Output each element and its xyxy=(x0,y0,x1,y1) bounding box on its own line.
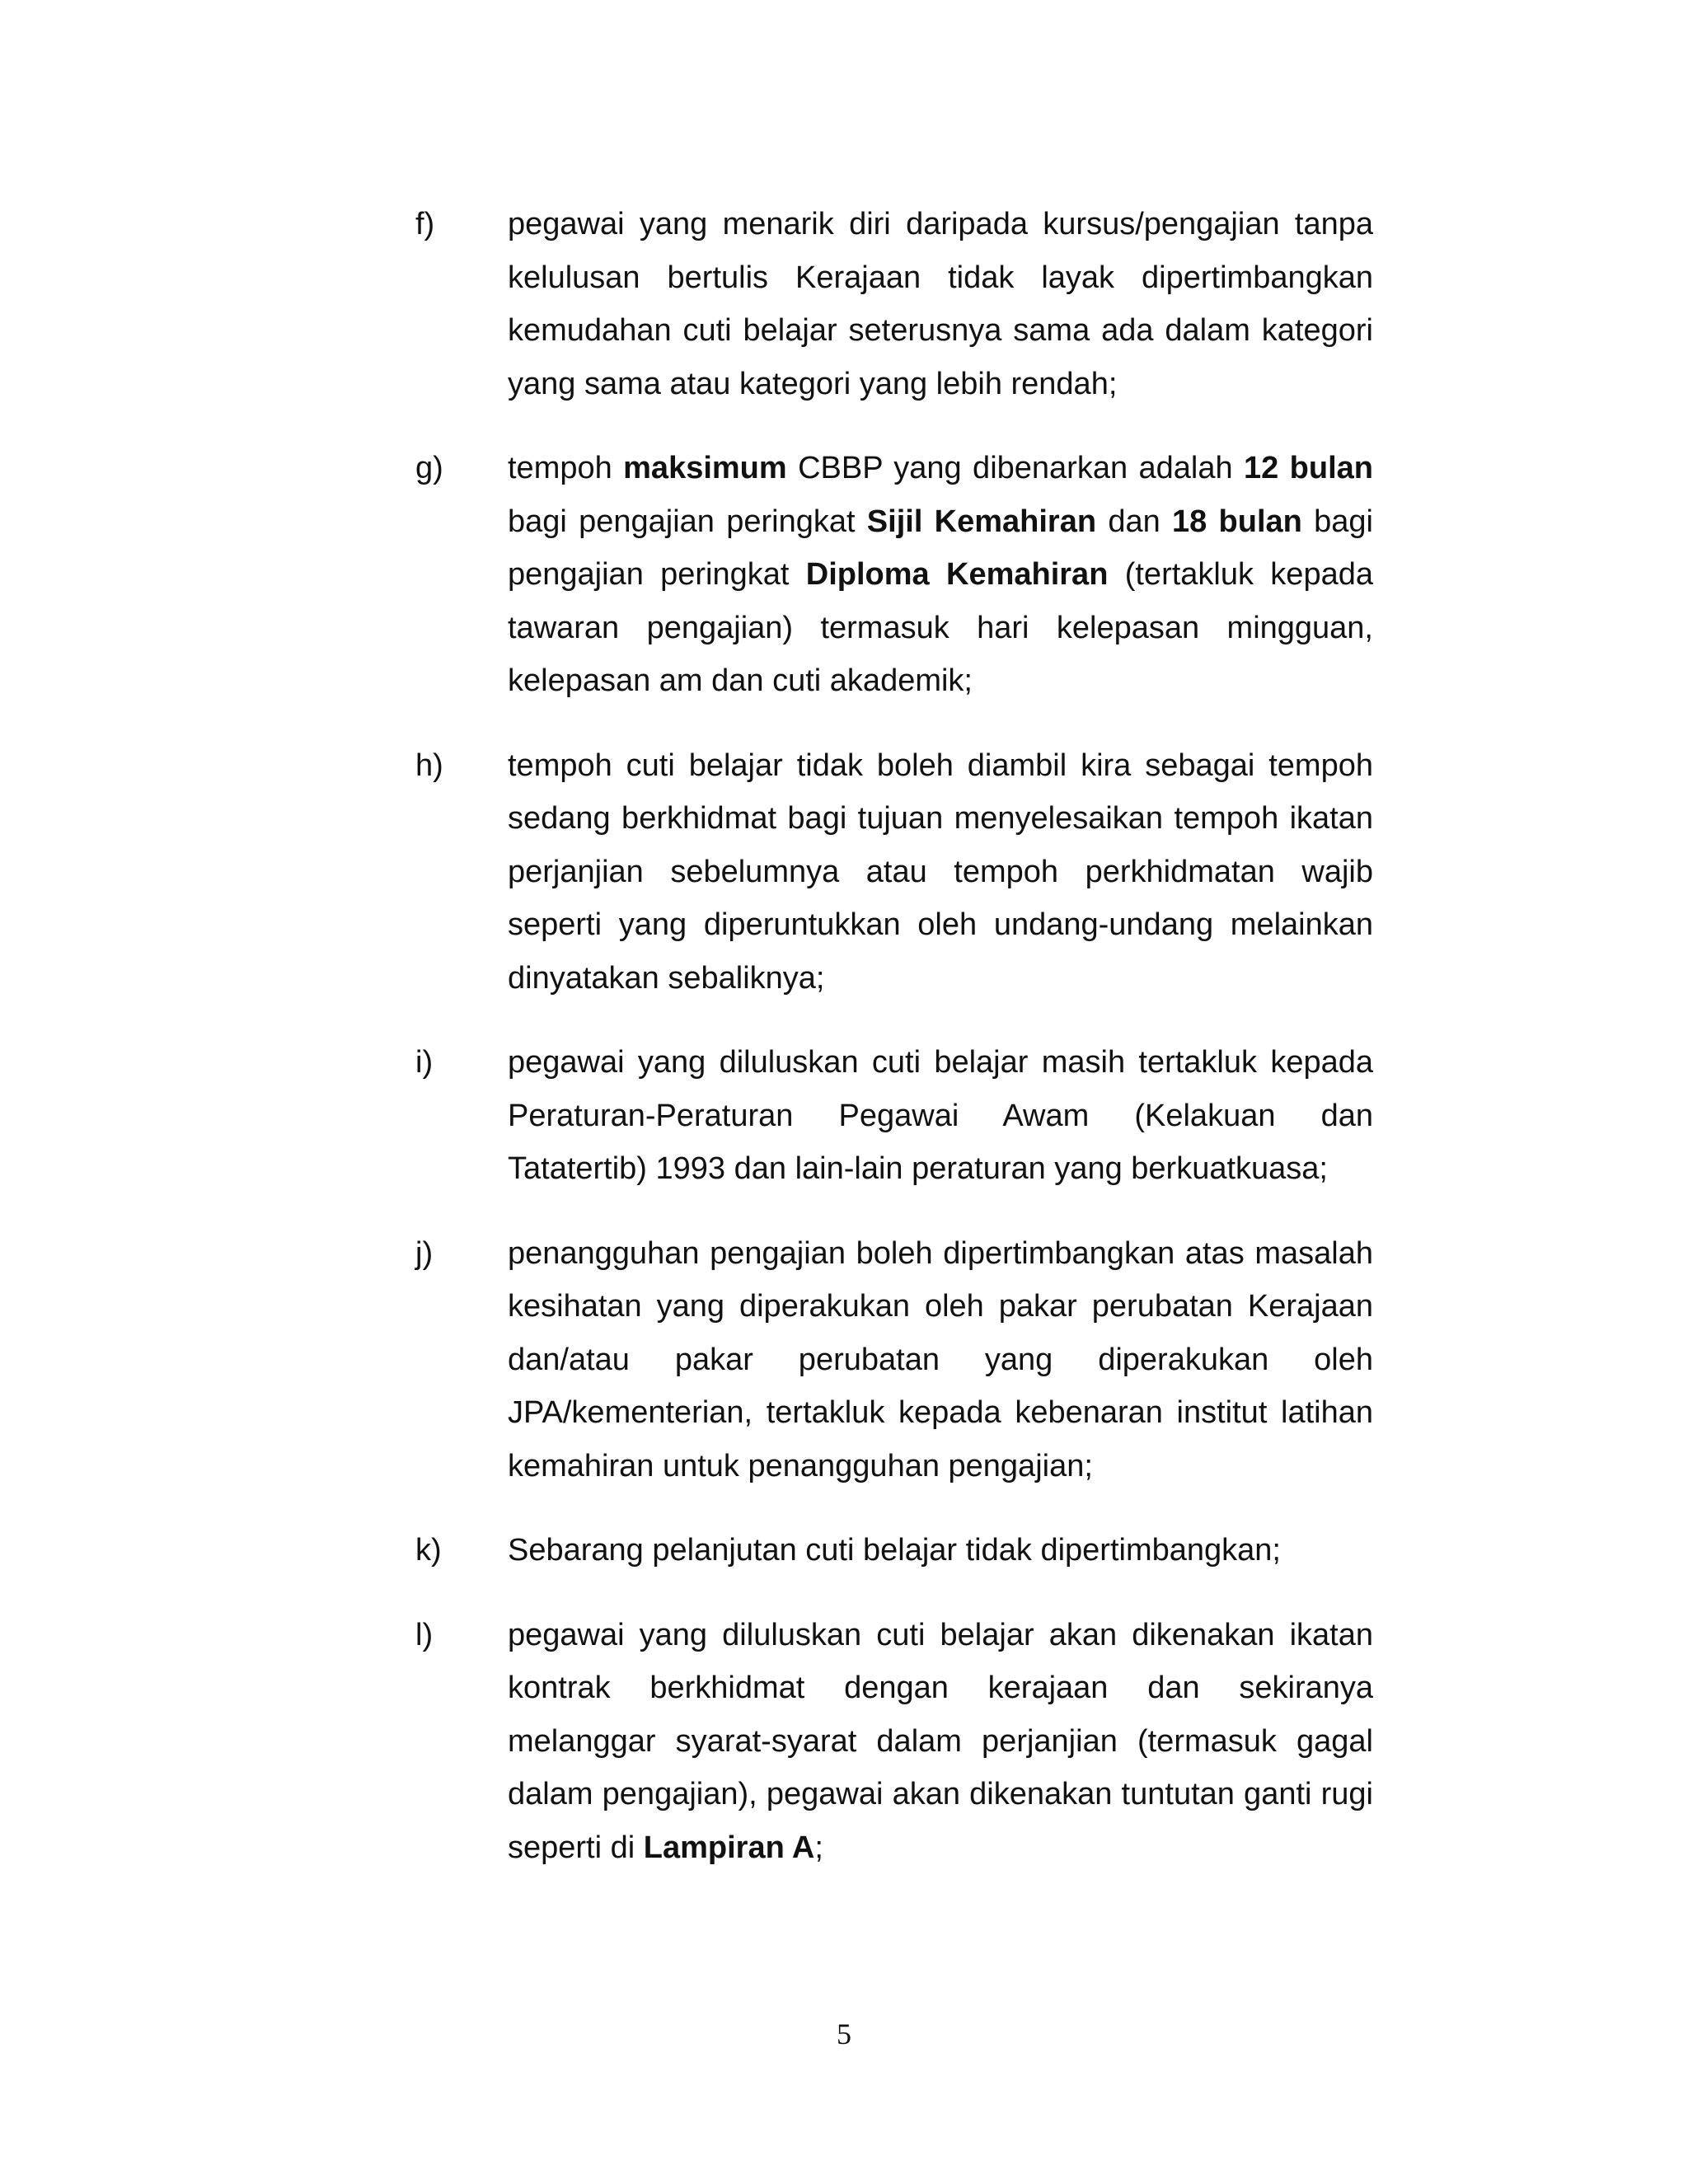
clause-text xyxy=(508,442,1373,708)
clause-text-segment: (tertakluk kepada tawaran pengajian) termasuk hari kelepasan mingguan, kelepasan am dan cuti akademik; xyxy=(508,557,1373,698)
clause-text-bold: Diploma Kemahiran xyxy=(805,557,1109,592)
clause-text-segment: ; xyxy=(814,1830,823,1865)
clause-text-bold: 18 bulan xyxy=(1172,504,1302,539)
clause-text-bold: Sijil Kemahiran xyxy=(866,504,1097,539)
clause-text xyxy=(508,1036,1373,1196)
clause-text-segment: pegawai yang diluluskan cuti belajar akan dikenakan ikatan kontrak berkhidmat dengan kerajaan dan sekiranya melanggar syarat-syarat dalam perjanjian (termasuk gagal dalam pengajian), pegawai akan dikenakan tuntutan ganti rugi seperti di xyxy=(508,1617,1373,1865)
clause-text-segment: tempoh xyxy=(508,451,624,485)
clause-item xyxy=(415,198,1373,410)
clause-text xyxy=(508,1524,1373,1577)
clause-text xyxy=(508,1609,1373,1875)
page-number: 5 xyxy=(837,2018,851,2050)
clause-marker: i) xyxy=(415,1045,434,1080)
clause-text xyxy=(508,739,1373,1005)
clause-text-segment: CBBP yang dibenarkan adalah xyxy=(786,451,1244,485)
clause-item xyxy=(415,442,1373,708)
clause-text-segment: pegawai yang menarik diri daripada kursus/pengajian tanpa kelulusan bertulis Kerajaan tidak layak dipertimbangkan kemudahan cuti belajar seterusnya sama ada dalam kategori yang sama atau kategori yang lebih rendah; xyxy=(508,207,1373,401)
clause-marker: k) xyxy=(415,1533,442,1568)
clause-marker: g) xyxy=(415,451,443,485)
clause-item xyxy=(415,1524,1373,1577)
clause-marker: f) xyxy=(415,207,435,241)
clause-item xyxy=(415,1036,1373,1196)
clause-text-bold: 12 bulan xyxy=(1244,451,1373,485)
clause-text-segment: penangguhan pengajian boleh dipertimbangkan atas masalah kesihatan yang diperakukan oleh pakar perubatan Kerajaan dan/atau pakar perubatan yang diperakukan oleh JPA/kementerian, tertakluk kepada kebenaran institut latihan kemahiran untuk penangguhan pengajian; xyxy=(508,1235,1373,1483)
clause-marker: j) xyxy=(415,1235,434,1271)
clause-text-bold: maksimum xyxy=(623,451,787,485)
clause-list xyxy=(415,198,1373,1905)
clause-text xyxy=(508,1227,1373,1493)
clause-text-segment: tempoh cuti belajar tidak boleh diambil kira sebagai tempoh sedang berkhidmat bagi tujuan menyelesaikan tempoh ikatan perjanjian sebelumnya atau tempoh perkhidmatan wajib seperti yang diperuntukkan oleh undang-undang melainkan dinyatakan sebaliknya; xyxy=(508,748,1373,996)
clause-text-bold: Lampiran A xyxy=(643,1830,815,1865)
clause-text-segment: dan xyxy=(1096,504,1172,539)
clause-text-segment: Sebarang pelanjutan cuti belajar tidak dipertimbangkan; xyxy=(508,1533,1281,1568)
clause-item xyxy=(415,1227,1373,1493)
clause-marker: l) xyxy=(415,1617,434,1652)
clause-text xyxy=(508,198,1373,410)
clause-text-segment: pegawai yang diluluskan cuti belajar masih tertakluk kepada Peraturan-Peraturan Pegawai Awam (Kelakuan dan Tatatertib) 1993 dan lain-lain peraturan yang berkuatkuasa; xyxy=(508,1045,1373,1186)
clause-item xyxy=(415,1609,1373,1875)
clause-text-segment: bagi pengajian peringkat xyxy=(508,504,1373,592)
clause-item xyxy=(415,739,1373,1005)
clause-text-segment: bagi pengajian peringkat xyxy=(508,504,867,539)
clause-marker: h) xyxy=(415,748,443,783)
